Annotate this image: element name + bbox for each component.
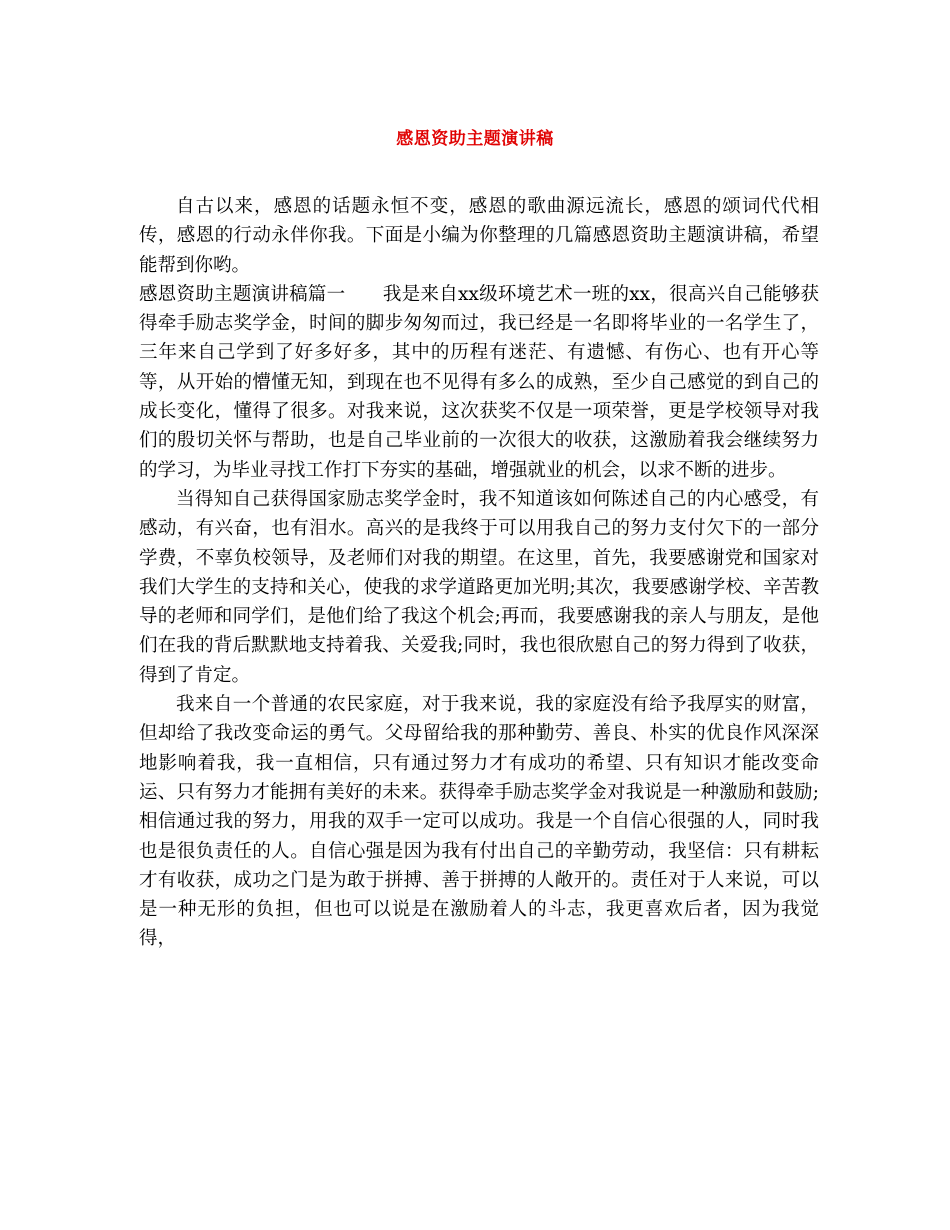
paragraph-speech-one: 感恩资助主题演讲稿篇一 我是来自xx级环境艺术一班的xx，很高兴自己能够获得牵手励志奖学金，时间的脚步匆匆而过，我已经是一名即将毕业的一名学生了，三年来自己学到了好多好多，其中的历程有迷茫、有遗憾、有伤心、也有开心等等，从开始的懵懂无知，到现在也不见得有多么的成熟，至少自己感觉的到自己的成长变化，懂得了很多。对我来说，这次获奖不仅是一项荣誉，更是学校领导对我们的殷切关怀与帮助，也是自己毕业前的一次很大的收获，这激励着我会继续努力的学习，为毕业寻找工作打下夯实的基础，增强就业的机会，以求不断的进步。 [139, 283, 819, 481]
page-title: 感恩资助主题演讲稿 [396, 129, 554, 149]
document-body [139, 192, 819, 954]
paragraph-gratitude: 当得知自己获得国家励志奖学金时，我不知道该如何陈述自己的内心感受，有感动，有兴奋，也有泪水。高兴的是我终于可以用我自己的努力支付欠下的一部分学费，不辜负校领导，及老师们对我的期望。在这里，首先，我要感谢党和国家对我们大学生的支持和关心，使我的求学道路更加光明;其次，我要感谢学校、辛苦教导的老师和同学们，是他们给了我这个机会;再而，我要感谢我的亲人与朋友，是他们在我的背后默默地支持着我、关爱我;同时，我也很欣慰自己的努力得到了收获，得到了肯定。 [139, 488, 819, 686]
paragraph-family: 我来自一个普通的农民家庭，对于我来说，我的家庭没有给予我厚实的财富，但却给了我改变命运的勇气。父母留给我的那种勤劳、善良、朴实的优良作风深深地影响着我，我一直相信，只有通过努力才有成功的希望、只有知识才能改变命运、只有努力才能拥有美好的未来。获得牵手励志奖学金对我说是一种激励和鼓励;相信通过我的努力，用我的双手一定可以成功。我是一个自信心很强的人，同时我也是很负责任的人。自信心强是因为我有付出自己的辛勤劳动，我坚信：只有耕耘才有收获，成功之门是为敢于拼搏、善于拼搏的人敞开的。责任对于人来说，可以是一种无形的负担，但也可以说是在激励着人的斗志，我更喜欢后者，因为我觉得， [139, 694, 819, 950]
paragraph-intro: 自古以来，感恩的话题永恒不变，感恩的歌曲源远流长，感恩的颂词代代相传，感恩的行动永伴你我。下面是小编为你整理的几篇感恩资助主题演讲稿，希望能帮到你哟。 [139, 196, 819, 276]
